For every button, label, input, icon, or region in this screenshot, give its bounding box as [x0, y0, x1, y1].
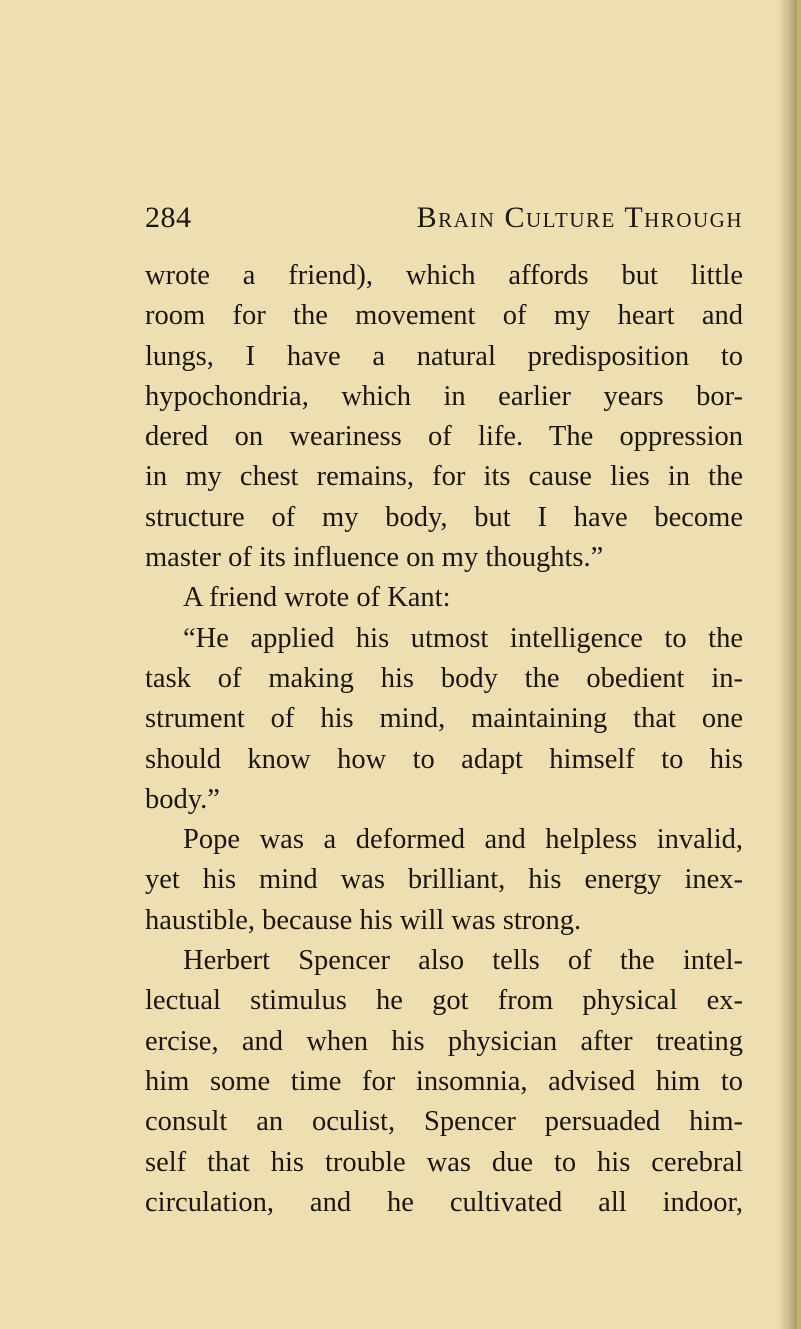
text-line: lectual stimulus he got from physical ex- [145, 985, 743, 1017]
text-line: task of making his body the obedient in- [145, 662, 743, 694]
text-line: should know how to adapt himself to his [145, 743, 743, 775]
text-line: him some time for insomnia, advised him to [145, 1065, 743, 1097]
running-header [145, 198, 743, 238]
text-line: “He applied his utmost intelligence to the [183, 622, 743, 654]
text-line: Herbert Spencer also tells of the intel- [183, 945, 743, 977]
text-line: Pope was a deformed and helpless invalid, [183, 824, 743, 856]
page-gutter-edge [797, 0, 801, 1329]
text-line: consult an oculist, Spencer persuaded him- [145, 1106, 743, 1138]
text-line: master of its influence on my thoughts.” [145, 542, 604, 574]
text-line: yet his mind was brilliant, his energy inex- [145, 864, 743, 896]
text-line: dered on weariness of life. The oppression [145, 421, 743, 453]
text-line: lungs, I have a natural predisposition to [145, 340, 743, 372]
text-line: hypochondria, which in earlier years bor- [145, 380, 743, 412]
text-line: A friend wrote of Kant: [183, 582, 451, 614]
text-line: in my chest remains, for its cause lies in the [145, 461, 743, 493]
text-line: wrote a friend), which affords but little [145, 260, 743, 291]
text-line: structure of my body, but I have become [145, 501, 743, 533]
text-line: self that his trouble was due to his cerebral [145, 1146, 743, 1178]
running-title: Brain Culture Through [416, 201, 743, 234]
page-number: 284 [145, 201, 192, 234]
text-line: ercise, and when his physician after treating [145, 1025, 743, 1057]
text-line: body.” [145, 783, 220, 815]
text-line: room for the movement of my heart and [145, 300, 743, 332]
body-text [145, 256, 743, 1223]
text-line: strument of his mind, maintaining that one [145, 703, 743, 735]
text-line: haustible, because his will was strong. [145, 904, 582, 936]
text-line: circulation, and he cultivated all indoor, [145, 1186, 743, 1218]
